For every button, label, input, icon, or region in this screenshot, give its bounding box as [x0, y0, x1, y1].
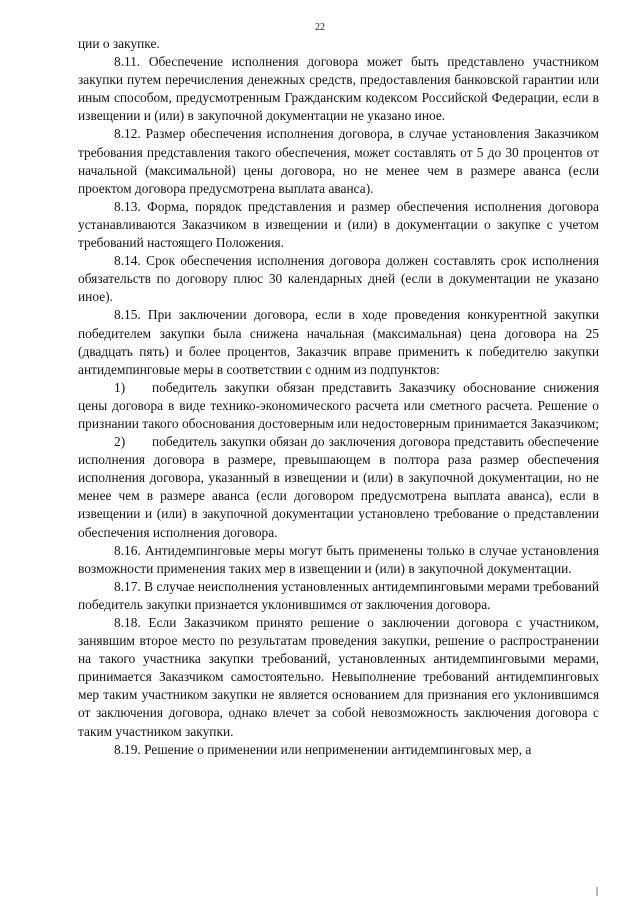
paragraph-8-13: 8.13. Форма, порядок представления и размер обеспечения исполнения договора устанавливаются Заказчиком в извещении и (или) в документации о закупке с учетом требований настоящего Положения.	[78, 198, 599, 251]
list-item-text: победитель закупки обязан до заключения договора представить обеспечение исполнения договора в размере, превышающем в полтора раза размер обеспечения исполнения договора, указанный в извещении и (или) в закупочной документации, но не менее чем в размере аванса (если договором предусмотрена выплата аванса), если в извещении и (или) в закупочной документации установлено требование о представлении обеспечения исполнения договора.	[78, 434, 599, 540]
lead-fragment: ции о закупке.	[78, 36, 160, 51]
paragraph-8-12: 8.12. Размер обеспечения исполнения договора, в случае установления Заказчиком требования представления такого обеспечения, может составлять от 5 до 30 процентов от начальной (максимальной) цены договора, но не менее чем в размере аванса (если проектом договора предусмотрена выплата аванса).	[78, 126, 599, 196]
paragraph-8-17: 8.17. В случае неисполнения установленных антидемпинговыми мерами требований победитель закупки признается уклонившимся от заключения договора.	[78, 578, 599, 612]
scan-edge-mark	[596, 887, 598, 896]
document-body	[78, 35, 599, 759]
paragraph-8-18: 8.18. Если Заказчиком принято решение о заключении договора с участником, занявшим второе место по результатам проведения закупки, решение о распространении на такого участника закупки требований, установленных антидемпинговыми мерами, принимается Заказчиком самостоятельно. Невыполнение требований антидемпинговых мер таким участником закупки не является основанием для признания его уклонившимся от заключения договора, однако влечет за собой невозможность заключения договора с таким участником закупки.	[78, 615, 599, 739]
list-item-text: победитель закупки обязан представить Заказчику обоснование снижения цены договора в виде технико-экономического расчета или сметного расчета. Решение о признании такого обоснования достоверным или недостоверным принимается Заказчиком;	[78, 379, 599, 431]
list-item-number: 2)	[114, 434, 126, 450]
list-item-1	[78, 379, 599, 433]
paragraph-8-16: 8.16. Антидемпинговые меры могут быть применены только в случае установления возможности применения таких мер в извещении и (или) в закупочной документации.	[78, 542, 599, 576]
paragraph-8-11: 8.11. Обеспечение исполнения договора может быть представлено участником закупки путем перечисления денежных средств, предоставления банковской гарантии или иным способом, предусмотренным Гражданским кодексом Российской Федерации, если в извещении и (или) в закупочной документации не указано иное.	[78, 54, 599, 124]
paragraph-8-14: 8.14. Срок обеспечения исполнения договора должен составлять срок исполнения обязательств по договору плюс 30 календарных дней (если в документации не указано иное).	[78, 253, 599, 305]
paragraph-8-15: 8.15. При заключении договора, если в ходе проведения конкурентной закупки победителем закупки была снижена начальная (максимальная) цена договора на 25 (двадцать пять) и более процентов, Заказчик вправе применить к победителю закупки антидемпинговые меры в соответствии с одним из подпунктов:	[78, 307, 599, 377]
list-item-number: 1)	[114, 379, 126, 395]
page-number: 22	[315, 22, 325, 33]
list-item-2	[78, 433, 599, 542]
paragraph-8-19: 8.19. Решение о применении или неприменении антидемпинговых мер, а	[114, 741, 532, 757]
